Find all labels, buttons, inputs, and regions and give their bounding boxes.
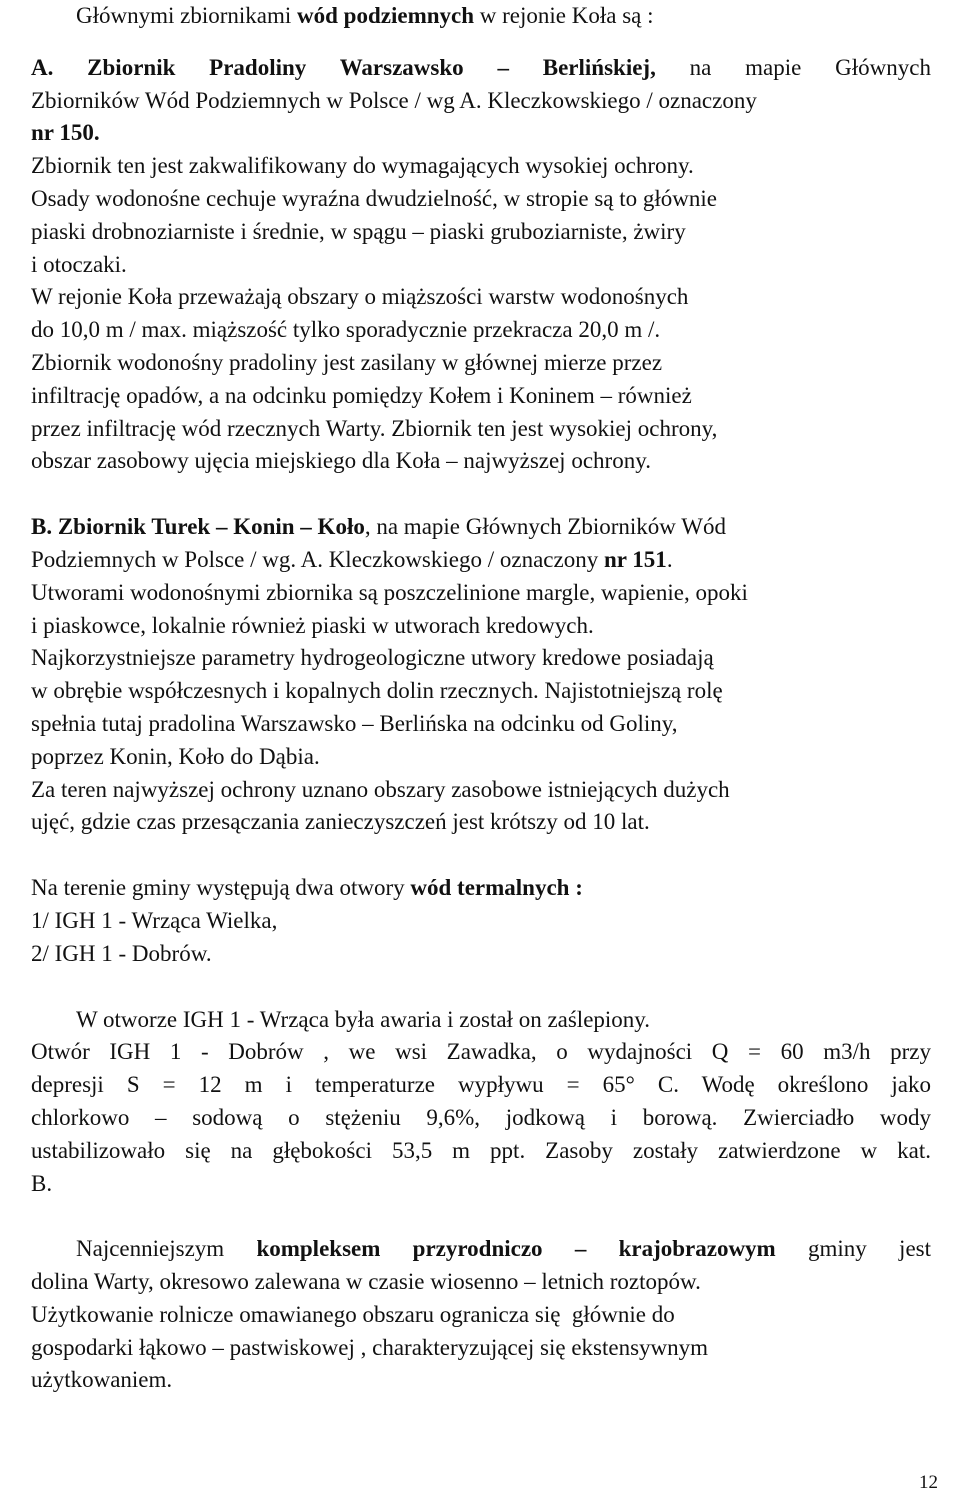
intro-line bbox=[31, 0, 931, 33]
section-a-line: do 10,0 m / max. miąższość tylko sporadycznie przekracza 20,0 m /. bbox=[31, 317, 661, 343]
section-b-text: Podziemnych w Polsce / wg. A. Kleczkowskiego / oznaczony bbox=[31, 546, 604, 572]
section-a-line: Zbiorników Wód Podziemnych w Polsce / wg A. Kleczkowskiego / oznaczony bbox=[31, 87, 757, 113]
section-b-line: ujęć, gdzie czas przesączania zanieczyszczeń jest krótszy od 10 lat. bbox=[31, 809, 650, 835]
section-a-line: Zbiornik ten jest zakwalifikowany do wymagających wysokiej ochrony. bbox=[31, 153, 694, 179]
section-b-line: poprzez Konin, Koło do Dąbia. bbox=[31, 743, 320, 769]
thermal-heading bbox=[31, 872, 931, 905]
section-a-line: przez infiltrację wód rzecznych Warty. Zbiornik ten jest wysokiej ochrony, bbox=[31, 415, 718, 441]
section-a-line: obszar zasobowy ujęcia miejskiego dla Koła – najwyższej ochrony. bbox=[31, 448, 651, 474]
section-a-line: Osady wodonośne cechuje wyraźna dwudzielność, w stropie są to głównie bbox=[31, 185, 717, 211]
complex-text: Najcenniejszym bbox=[76, 1236, 257, 1262]
section-a-heading bbox=[31, 52, 931, 85]
complex-text-end: gminy jest bbox=[775, 1236, 931, 1262]
section-a-line: infiltrację opadów, a na odcinku pomiędzy Kołem i Koninem – również bbox=[31, 382, 692, 408]
complex-heading bbox=[31, 1233, 931, 1266]
section-a-line: piaski drobnoziarniste i średnie, w spągu – piaski gruboziarniste, żwiry bbox=[31, 218, 686, 244]
spacer bbox=[31, 839, 931, 872]
well-line: B. bbox=[31, 1170, 53, 1196]
intro-text-end: w rejonie Koła są : bbox=[474, 3, 654, 28]
section-b-line: Najkorzystniejsze parametry hydrogeologiczne utwory kredowe posiadają bbox=[31, 645, 714, 671]
well-line: chlorkowo – sodową o stężeniu 9,6%, jodkową i borową. Zwierciadło wody bbox=[31, 1104, 931, 1130]
section-b-line bbox=[31, 544, 931, 577]
thermal-item: 2/ IGH 1 - Dobrów. bbox=[31, 940, 212, 966]
section-a-line: i otoczaki. bbox=[31, 251, 127, 277]
section-b-heading bbox=[31, 511, 931, 544]
section-b-text-end: . bbox=[666, 546, 673, 572]
section-a-number bbox=[31, 117, 931, 150]
section-b-title-rest: , na mapie Głównych Zbiorników Wód bbox=[364, 514, 726, 540]
section-b-line: w obrębie współczesnych i kopalnych dolin rzecznych. Najistotniejszą rolę bbox=[31, 678, 723, 704]
well-line: Otwór IGH 1 - Dobrów , we wsi Zawadka, o wydajności Q = 60 m3/h przy bbox=[31, 1039, 931, 1065]
complex-line: Użytkowanie rolnicze omawianego obszaru ogranicza się głównie do bbox=[31, 1301, 675, 1327]
thermal-text: Na terenie gminy występują dwa otwory bbox=[31, 875, 411, 901]
section-b-line: Utworami wodonośnymi zbiornika są poszczelinione margle, wapienie, opoki bbox=[31, 579, 748, 605]
well-line: W otworze IGH 1 - Wrząca była awaria i został on zaślepiony. bbox=[76, 1006, 651, 1032]
section-b-line: Za teren najwyższej ochrony uznano obszary zasobowe istniejących dużych bbox=[31, 776, 730, 802]
well-line: ustabilizowało się na głębokości 53,5 m ppt. Zasoby zostały zatwierdzone w kat. bbox=[31, 1137, 931, 1163]
complex-bold: kompleksem przyrodniczo – krajobrazowym bbox=[256, 1236, 776, 1262]
thermal-item: 1/ IGH 1 - Wrząca Wielka, bbox=[31, 907, 278, 933]
section-a-number-bold: nr 150. bbox=[31, 120, 100, 146]
section-a-title-rest: na mapie Głównych bbox=[655, 54, 931, 80]
section-b-number: nr 151 bbox=[603, 546, 667, 572]
complex-line: gospodarki łąkowo – pastwiskowej , charakteryzującej się ekstensywnym bbox=[31, 1334, 709, 1360]
spacer bbox=[31, 971, 931, 1004]
section-b-line: i piaskowce, lokalnie również piaski w utworach kredowych. bbox=[31, 612, 594, 638]
section-b-title: B. Zbiornik Turek – Konin – Koło bbox=[31, 514, 365, 540]
document-page bbox=[31, 0, 931, 1397]
thermal-bold: wód termalnych : bbox=[410, 875, 583, 901]
page-number: 12 bbox=[919, 1472, 938, 1493]
section-a-line: Zbiornik wodonośny pradoliny jest zasilany w głównej mierze przez bbox=[31, 349, 663, 375]
well-line: depresji S = 12 m i temperaturze wypływu = 65° C. Wodę określono jako bbox=[31, 1072, 931, 1098]
complex-line: użytkowaniem. bbox=[31, 1367, 173, 1393]
complex-line: dolina Warty, okresowo zalewana w czasie wiosenno – letnich roztopów. bbox=[31, 1269, 701, 1295]
intro-text: Głównymi zbiornikami bbox=[76, 3, 298, 28]
section-a-line: W rejonie Koła przeważają obszary o miąższości warstw wodonośnych bbox=[31, 284, 689, 310]
section-b-line: spełnia tutaj pradolina Warszawsko – Berlińska na odcinku od Goliny, bbox=[31, 710, 678, 736]
spacer bbox=[31, 33, 931, 52]
spacer bbox=[31, 1200, 931, 1233]
section-a-title: A. Zbiornik Pradoliny Warszawsko – Berlińskiej, bbox=[31, 54, 656, 80]
intro-bold: wód podziemnych bbox=[297, 3, 475, 28]
spacer bbox=[31, 478, 931, 511]
